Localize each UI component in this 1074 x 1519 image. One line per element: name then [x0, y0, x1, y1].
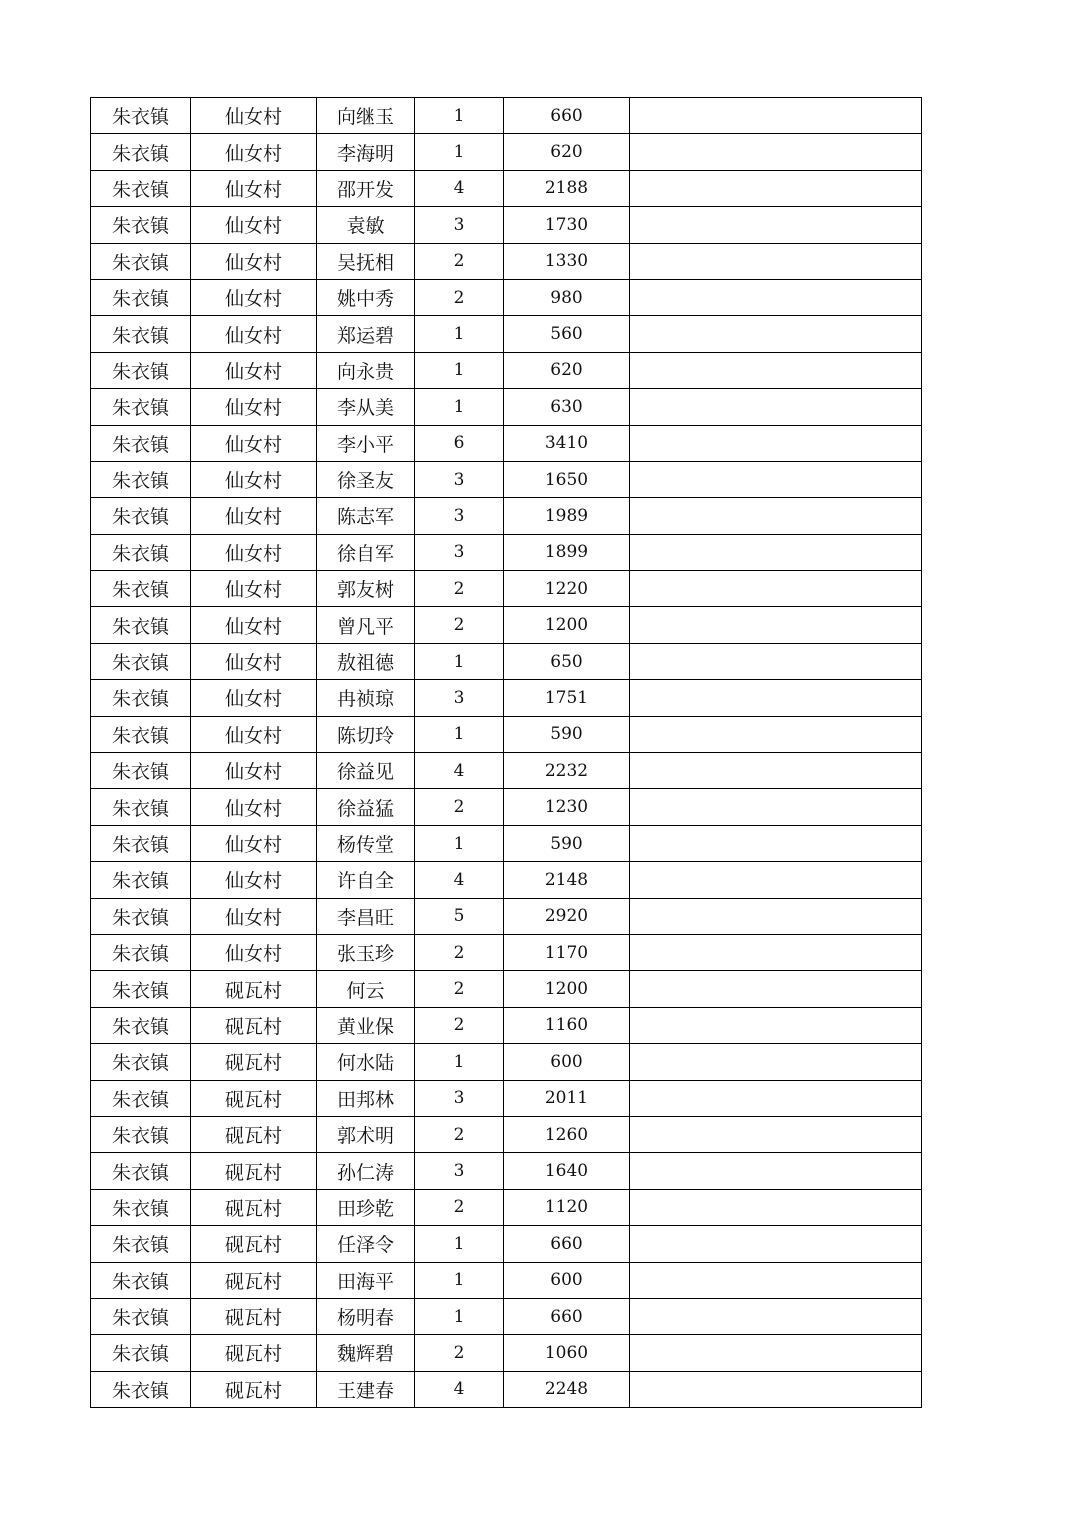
amount-cell: 660 [504, 98, 630, 134]
remark-cell [630, 898, 922, 934]
name-cell: 田邦林 [317, 1080, 415, 1116]
table-body [91, 98, 922, 1408]
town-cell: 朱衣镇 [91, 1298, 191, 1334]
town-cell: 朱衣镇 [91, 1226, 191, 1262]
people-count-cell: 2 [415, 1189, 504, 1225]
table-row [91, 352, 922, 388]
name-cell: 魏辉碧 [317, 1335, 415, 1371]
people-count-cell: 1 [415, 1226, 504, 1262]
table-row [91, 825, 922, 861]
town-cell: 朱衣镇 [91, 1262, 191, 1298]
people-count-cell: 2 [415, 279, 504, 315]
table-row [91, 1371, 922, 1407]
people-count-cell: 1 [415, 134, 504, 170]
name-cell: 杨明春 [317, 1298, 415, 1334]
remark-cell [630, 1007, 922, 1043]
amount-cell: 1170 [504, 934, 630, 970]
amount-cell: 630 [504, 389, 630, 425]
village-cell: 砚瓦村 [191, 1262, 317, 1298]
amount-cell: 1230 [504, 789, 630, 825]
town-cell: 朱衣镇 [91, 680, 191, 716]
people-count-cell: 5 [415, 898, 504, 934]
people-count-cell: 1 [415, 1262, 504, 1298]
village-cell: 砚瓦村 [191, 971, 317, 1007]
remark-cell [630, 425, 922, 461]
town-cell: 朱衣镇 [91, 534, 191, 570]
village-cell: 仙女村 [191, 134, 317, 170]
town-cell: 朱衣镇 [91, 607, 191, 643]
amount-cell: 560 [504, 316, 630, 352]
amount-cell: 1989 [504, 498, 630, 534]
remark-cell [630, 498, 922, 534]
amount-cell: 620 [504, 352, 630, 388]
name-cell: 田海平 [317, 1262, 415, 1298]
town-cell: 朱衣镇 [91, 1116, 191, 1152]
people-count-cell: 2 [415, 934, 504, 970]
name-cell: 黄业保 [317, 1007, 415, 1043]
remark-cell [630, 534, 922, 570]
village-cell: 仙女村 [191, 753, 317, 789]
people-count-cell: 1 [415, 643, 504, 679]
remark-cell [630, 1116, 922, 1152]
table-row [91, 1189, 922, 1225]
town-cell: 朱衣镇 [91, 898, 191, 934]
village-cell: 仙女村 [191, 862, 317, 898]
village-cell: 砚瓦村 [191, 1007, 317, 1043]
name-cell: 何云 [317, 971, 415, 1007]
amount-cell: 1160 [504, 1007, 630, 1043]
town-cell: 朱衣镇 [91, 389, 191, 425]
town-cell: 朱衣镇 [91, 243, 191, 279]
amount-cell: 2011 [504, 1080, 630, 1116]
amount-cell: 660 [504, 1298, 630, 1334]
remark-cell [630, 1335, 922, 1371]
table-row [91, 571, 922, 607]
table-row [91, 862, 922, 898]
town-cell: 朱衣镇 [91, 134, 191, 170]
town-cell: 朱衣镇 [91, 825, 191, 861]
village-cell: 砚瓦村 [191, 1226, 317, 1262]
town-cell: 朱衣镇 [91, 279, 191, 315]
name-cell: 陈切玲 [317, 716, 415, 752]
table-row [91, 316, 922, 352]
remark-cell [630, 316, 922, 352]
remark-cell [630, 279, 922, 315]
village-cell: 仙女村 [191, 898, 317, 934]
table-row [91, 534, 922, 570]
village-cell: 砚瓦村 [191, 1371, 317, 1407]
town-cell: 朱衣镇 [91, 461, 191, 497]
village-cell: 仙女村 [191, 934, 317, 970]
village-cell: 仙女村 [191, 716, 317, 752]
table-row [91, 753, 922, 789]
table-row [91, 170, 922, 206]
town-cell: 朱衣镇 [91, 425, 191, 461]
name-cell: 吴抚相 [317, 243, 415, 279]
people-count-cell: 3 [415, 1080, 504, 1116]
remark-cell [630, 134, 922, 170]
town-cell: 朱衣镇 [91, 1335, 191, 1371]
table-row [91, 934, 922, 970]
people-count-cell: 3 [415, 680, 504, 716]
town-cell: 朱衣镇 [91, 753, 191, 789]
village-cell: 仙女村 [191, 825, 317, 861]
town-cell: 朱衣镇 [91, 1044, 191, 1080]
name-cell: 杨传堂 [317, 825, 415, 861]
amount-cell: 1060 [504, 1335, 630, 1371]
table-row [91, 607, 922, 643]
amount-cell: 1899 [504, 534, 630, 570]
remark-cell [630, 862, 922, 898]
table-row [91, 716, 922, 752]
remark-cell [630, 243, 922, 279]
table-row [91, 789, 922, 825]
table-row [91, 207, 922, 243]
remark-cell [630, 1262, 922, 1298]
amount-cell: 1640 [504, 1153, 630, 1189]
amount-cell: 2232 [504, 753, 630, 789]
people-count-cell: 6 [415, 425, 504, 461]
people-count-cell: 1 [415, 1044, 504, 1080]
table-row [91, 461, 922, 497]
name-cell: 徐益见 [317, 753, 415, 789]
name-cell: 孙仁涛 [317, 1153, 415, 1189]
people-count-cell: 4 [415, 753, 504, 789]
remark-cell [630, 207, 922, 243]
name-cell: 曾凡平 [317, 607, 415, 643]
village-cell: 仙女村 [191, 789, 317, 825]
amount-cell: 590 [504, 825, 630, 861]
name-cell: 徐自军 [317, 534, 415, 570]
remark-cell [630, 1044, 922, 1080]
village-cell: 仙女村 [191, 643, 317, 679]
village-cell: 仙女村 [191, 498, 317, 534]
people-count-cell: 2 [415, 971, 504, 1007]
remark-cell [630, 571, 922, 607]
village-cell: 砚瓦村 [191, 1080, 317, 1116]
name-cell: 何水陆 [317, 1044, 415, 1080]
table-row [91, 1335, 922, 1371]
table-row [91, 1262, 922, 1298]
people-count-cell: 2 [415, 607, 504, 643]
table-row [91, 389, 922, 425]
name-cell: 任泽令 [317, 1226, 415, 1262]
village-cell: 仙女村 [191, 607, 317, 643]
village-cell: 仙女村 [191, 207, 317, 243]
remark-cell [630, 1298, 922, 1334]
name-cell: 邵开发 [317, 170, 415, 206]
people-count-cell: 2 [415, 243, 504, 279]
people-count-cell: 1 [415, 352, 504, 388]
amount-cell: 2148 [504, 862, 630, 898]
name-cell: 郭术明 [317, 1116, 415, 1152]
table-row [91, 243, 922, 279]
table-row [91, 1116, 922, 1152]
table-row [91, 1080, 922, 1116]
town-cell: 朱衣镇 [91, 207, 191, 243]
town-cell: 朱衣镇 [91, 862, 191, 898]
name-cell: 张玉珍 [317, 934, 415, 970]
people-count-cell: 3 [415, 498, 504, 534]
amount-cell: 590 [504, 716, 630, 752]
people-count-cell: 1 [415, 716, 504, 752]
table-row [91, 971, 922, 1007]
amount-cell: 600 [504, 1044, 630, 1080]
town-cell: 朱衣镇 [91, 1080, 191, 1116]
table-row [91, 279, 922, 315]
table-row [91, 680, 922, 716]
name-cell: 向继玉 [317, 98, 415, 134]
remark-cell [630, 1226, 922, 1262]
name-cell: 李小平 [317, 425, 415, 461]
remark-cell [630, 1371, 922, 1407]
amount-cell: 2188 [504, 170, 630, 206]
town-cell: 朱衣镇 [91, 1153, 191, 1189]
village-cell: 仙女村 [191, 389, 317, 425]
amount-cell: 1751 [504, 680, 630, 716]
table-row [91, 643, 922, 679]
people-count-cell: 3 [415, 207, 504, 243]
remark-cell [630, 643, 922, 679]
people-count-cell: 3 [415, 1153, 504, 1189]
remark-cell [630, 934, 922, 970]
amount-cell: 3410 [504, 425, 630, 461]
table-row [91, 1007, 922, 1043]
people-count-cell: 4 [415, 862, 504, 898]
table-row [91, 898, 922, 934]
table-row [91, 98, 922, 134]
remark-cell [630, 1189, 922, 1225]
amount-cell: 1730 [504, 207, 630, 243]
amount-cell: 980 [504, 279, 630, 315]
village-cell: 仙女村 [191, 316, 317, 352]
remark-cell [630, 680, 922, 716]
table-row [91, 1153, 922, 1189]
amount-cell: 1200 [504, 971, 630, 1007]
people-count-cell: 1 [415, 1298, 504, 1334]
people-count-cell: 1 [415, 98, 504, 134]
people-count-cell: 2 [415, 1007, 504, 1043]
village-cell: 砚瓦村 [191, 1044, 317, 1080]
name-cell: 李海明 [317, 134, 415, 170]
name-cell: 田珍乾 [317, 1189, 415, 1225]
village-cell: 仙女村 [191, 279, 317, 315]
people-count-cell: 1 [415, 316, 504, 352]
name-cell: 向永贵 [317, 352, 415, 388]
amount-cell: 1330 [504, 243, 630, 279]
name-cell: 王建春 [317, 1371, 415, 1407]
remark-cell [630, 98, 922, 134]
people-count-cell: 3 [415, 534, 504, 570]
remark-cell [630, 753, 922, 789]
name-cell: 许自全 [317, 862, 415, 898]
people-count-cell: 1 [415, 825, 504, 861]
village-cell: 仙女村 [191, 534, 317, 570]
people-count-cell: 2 [415, 1335, 504, 1371]
town-cell: 朱衣镇 [91, 352, 191, 388]
people-count-cell: 2 [415, 1116, 504, 1152]
remark-cell [630, 389, 922, 425]
amount-cell: 650 [504, 643, 630, 679]
table-row [91, 1044, 922, 1080]
town-cell: 朱衣镇 [91, 316, 191, 352]
amount-cell: 660 [504, 1226, 630, 1262]
name-cell: 敖祖德 [317, 643, 415, 679]
town-cell: 朱衣镇 [91, 716, 191, 752]
remark-cell [630, 825, 922, 861]
village-cell: 砚瓦村 [191, 1298, 317, 1334]
name-cell: 徐益猛 [317, 789, 415, 825]
village-cell: 仙女村 [191, 571, 317, 607]
amount-cell: 2920 [504, 898, 630, 934]
name-cell: 郭友树 [317, 571, 415, 607]
people-count-cell: 4 [415, 1371, 504, 1407]
town-cell: 朱衣镇 [91, 1007, 191, 1043]
amount-cell: 600 [504, 1262, 630, 1298]
town-cell: 朱衣镇 [91, 1371, 191, 1407]
amount-cell: 1120 [504, 1189, 630, 1225]
table-row [91, 425, 922, 461]
village-cell: 砚瓦村 [191, 1189, 317, 1225]
name-cell: 徐圣友 [317, 461, 415, 497]
remark-cell [630, 1153, 922, 1189]
town-cell: 朱衣镇 [91, 1189, 191, 1225]
amount-cell: 1650 [504, 461, 630, 497]
name-cell: 姚中秀 [317, 279, 415, 315]
name-cell: 郑运碧 [317, 316, 415, 352]
remark-cell [630, 170, 922, 206]
village-cell: 砚瓦村 [191, 1335, 317, 1371]
town-cell: 朱衣镇 [91, 643, 191, 679]
name-cell: 冉祯琼 [317, 680, 415, 716]
people-count-cell: 2 [415, 789, 504, 825]
village-cell: 砚瓦村 [191, 1116, 317, 1152]
village-cell: 仙女村 [191, 352, 317, 388]
village-cell: 仙女村 [191, 243, 317, 279]
amount-cell: 620 [504, 134, 630, 170]
name-cell: 袁敏 [317, 207, 415, 243]
remark-cell [630, 607, 922, 643]
name-cell: 陈志军 [317, 498, 415, 534]
name-cell: 李从美 [317, 389, 415, 425]
table-row [91, 134, 922, 170]
village-cell: 仙女村 [191, 98, 317, 134]
town-cell: 朱衣镇 [91, 789, 191, 825]
amount-cell: 1260 [504, 1116, 630, 1152]
village-cell: 仙女村 [191, 425, 317, 461]
remark-cell [630, 716, 922, 752]
town-cell: 朱衣镇 [91, 971, 191, 1007]
town-cell: 朱衣镇 [91, 170, 191, 206]
people-count-cell: 2 [415, 571, 504, 607]
remark-cell [630, 971, 922, 1007]
name-cell: 李昌旺 [317, 898, 415, 934]
village-cell: 砚瓦村 [191, 1153, 317, 1189]
town-cell: 朱衣镇 [91, 934, 191, 970]
town-cell: 朱衣镇 [91, 571, 191, 607]
village-cell: 仙女村 [191, 170, 317, 206]
people-count-cell: 1 [415, 389, 504, 425]
town-cell: 朱衣镇 [91, 498, 191, 534]
table-row [91, 1298, 922, 1334]
amount-cell: 1200 [504, 607, 630, 643]
town-cell: 朱衣镇 [91, 98, 191, 134]
people-count-cell: 4 [415, 170, 504, 206]
table-row [91, 498, 922, 534]
village-cell: 仙女村 [191, 461, 317, 497]
remark-cell [630, 1080, 922, 1116]
remark-cell [630, 461, 922, 497]
people-count-cell: 3 [415, 461, 504, 497]
amount-cell: 2248 [504, 1371, 630, 1407]
village-cell: 仙女村 [191, 680, 317, 716]
remark-cell [630, 352, 922, 388]
household-table [90, 97, 922, 1408]
remark-cell [630, 789, 922, 825]
table-row [91, 1226, 922, 1262]
amount-cell: 1220 [504, 571, 630, 607]
